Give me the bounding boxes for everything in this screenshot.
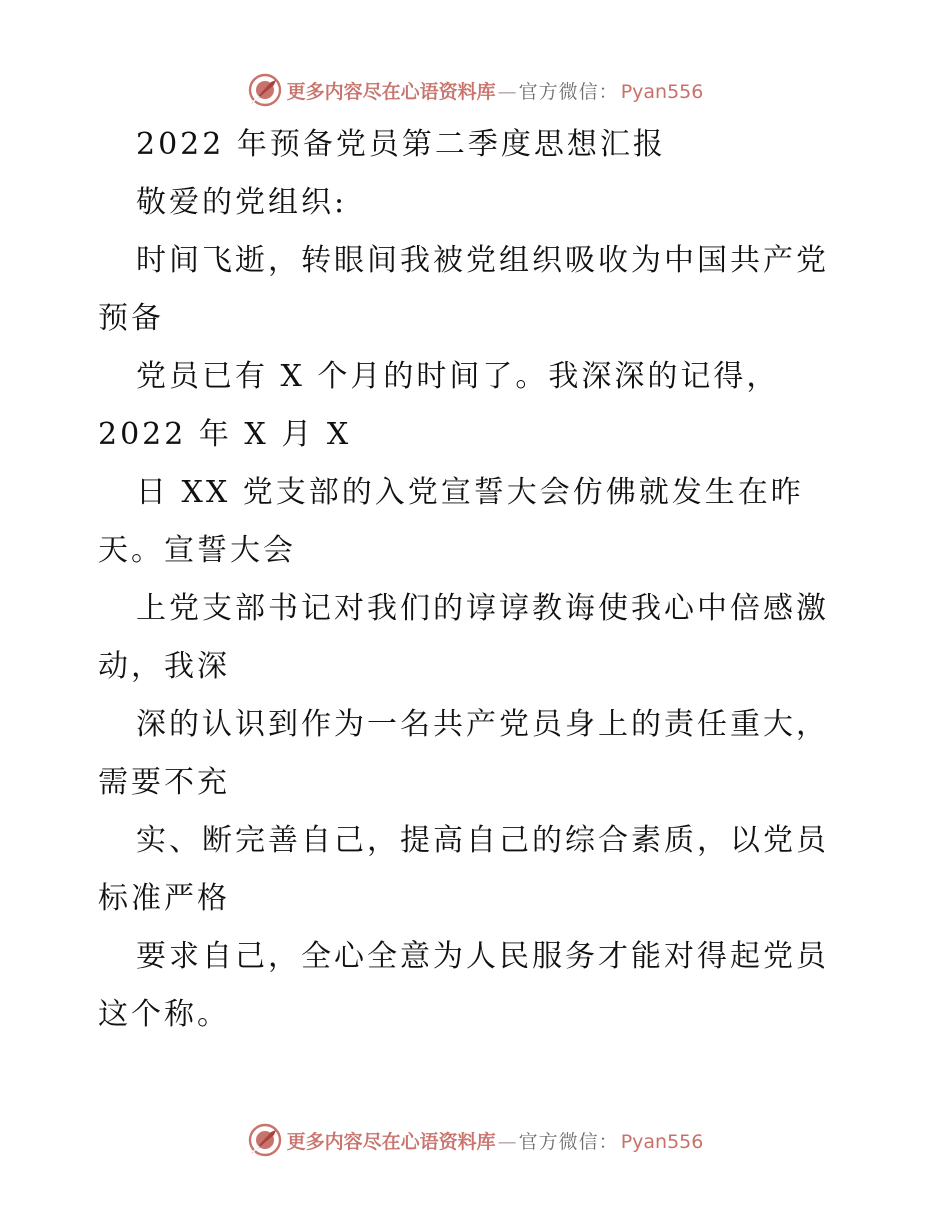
header-watermark bbox=[0, 70, 950, 110]
paragraph-line: 2022 年 X 月 X bbox=[98, 417, 352, 452]
document-title: 2022 年预备党员第二季度思想汇报 bbox=[136, 127, 666, 162]
watermark-text bbox=[287, 1127, 704, 1154]
paragraph-line: 时间飞逝，转眼间我被党组织吸收为中国共产党 bbox=[136, 243, 829, 278]
quill-pen-logo-icon bbox=[247, 1122, 283, 1158]
watermark-dash: — bbox=[497, 1130, 517, 1153]
watermark-official-label: 官方微信： bbox=[518, 1130, 619, 1153]
salutation: 敬爱的党组织: bbox=[136, 185, 348, 220]
paragraph-line: 上党支部书记对我们的谆谆教诲使我心中倍感激 bbox=[136, 591, 829, 626]
paragraph-line: 预备 bbox=[98, 301, 164, 336]
document-body bbox=[98, 116, 888, 1044]
paragraph-line: 实、断完善自己，提高自己的综合素质，以党员 bbox=[136, 823, 829, 858]
watermark-official-label: 官方微信： bbox=[518, 80, 619, 103]
watermark-wechat-id: Pyan556 bbox=[620, 80, 704, 103]
paragraph-line: 深的认识到作为一名共产党员身上的责任重大， bbox=[136, 707, 829, 742]
paragraph-line: 天。宣誓大会 bbox=[98, 533, 296, 568]
paragraph-line: 这个称。 bbox=[98, 997, 230, 1032]
watermark-wechat-id: Pyan556 bbox=[620, 1130, 704, 1153]
watermark-text bbox=[287, 77, 704, 104]
paragraph-line: 党员已有 X 个月的时间了。我深深的记得， bbox=[136, 359, 780, 394]
paragraph-line: 日 XX 党支部的入党宣誓大会仿佛就发生在昨 bbox=[136, 475, 804, 510]
paragraph-line: 动，我深 bbox=[98, 649, 230, 684]
paragraph-line: 需要不充 bbox=[98, 765, 230, 800]
watermark-main: 更多内容尽在心语资料库 bbox=[286, 1130, 496, 1153]
paragraph-line: 要求自己，全心全意为人民服务才能对得起党员 bbox=[136, 939, 829, 974]
footer-watermark bbox=[0, 1120, 950, 1160]
paragraph-line: 标准严格 bbox=[98, 881, 230, 916]
watermark-main: 更多内容尽在心语资料库 bbox=[286, 80, 496, 103]
watermark-dash: — bbox=[497, 80, 517, 103]
quill-pen-logo-icon bbox=[247, 72, 283, 108]
